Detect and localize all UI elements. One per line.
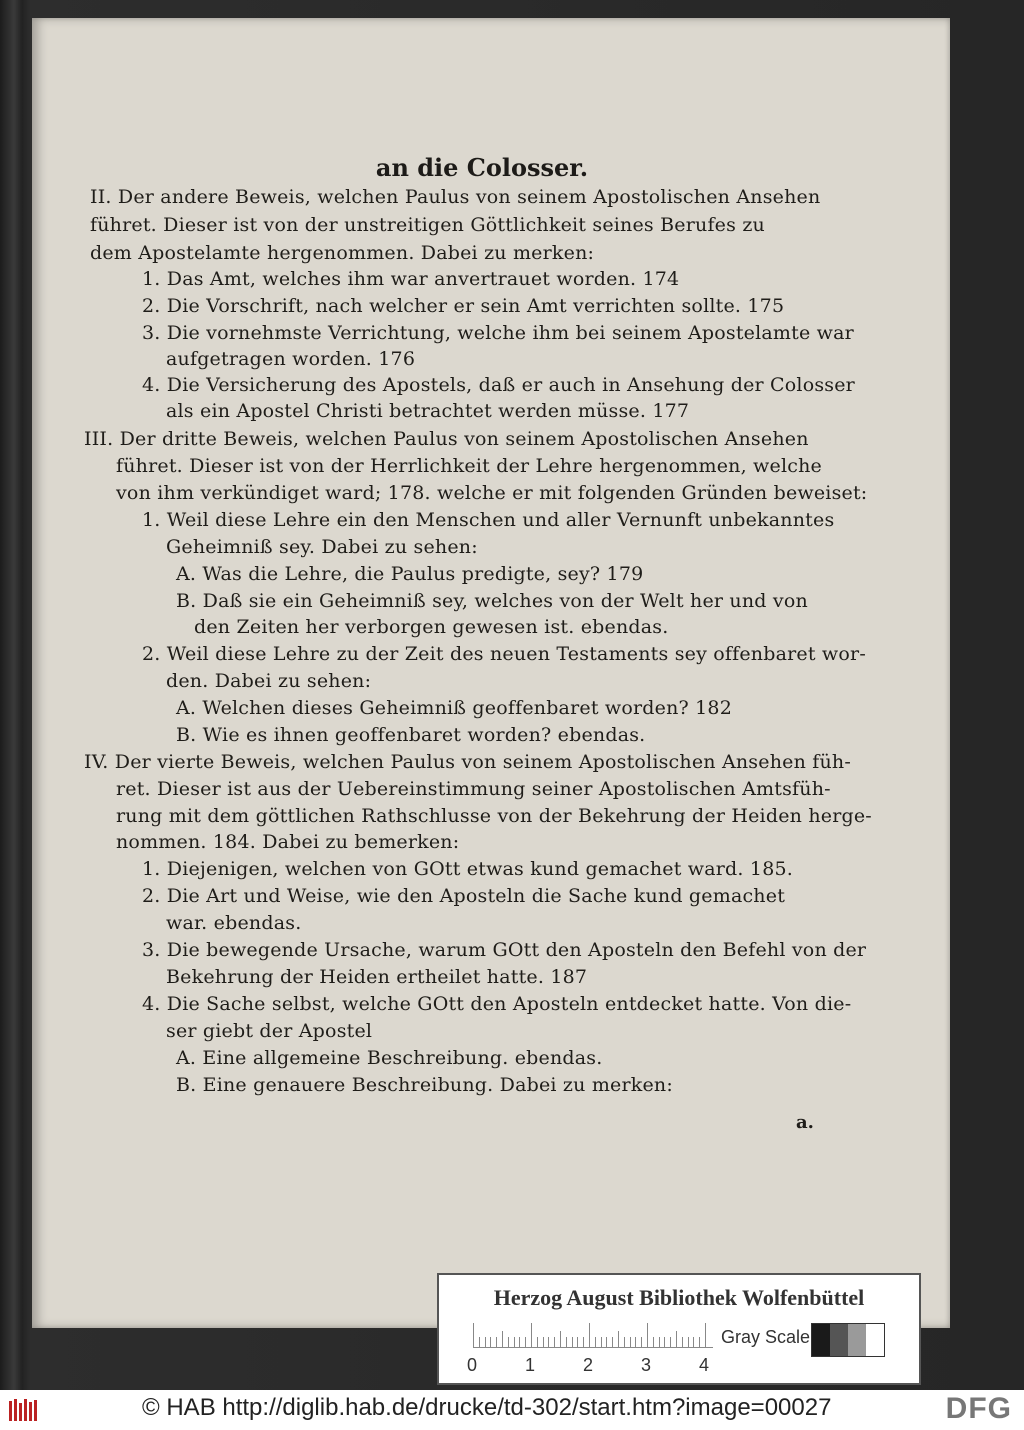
ruler-tick <box>548 1337 549 1347</box>
text-line: nommen. 184. Dabei zu bemerken: <box>116 831 460 853</box>
text-line: II. Der andere Beweis, welchen Paulus von seinem Apostolischen Ansehen <box>90 186 821 208</box>
scale-number: 1 <box>525 1355 536 1375</box>
ruler-tick <box>670 1337 671 1347</box>
ruler-tick <box>560 1331 561 1347</box>
footer-bar <box>0 1390 1024 1430</box>
ruler-tick <box>635 1337 636 1347</box>
text-line: 2. Die Art und Weise, wie den Aposteln die Sache kund gemachet <box>142 885 786 907</box>
library-name: Herzog August Bibliothek Wolfenbüttel <box>493 1285 865 1310</box>
text-line: 2. Weil diese Lehre zu der Zeit des neuen Testaments sey offenbaret wor- <box>142 643 866 665</box>
ruler-tick <box>485 1337 486 1347</box>
ruler-tick <box>508 1337 509 1347</box>
text-line: Geheimniß sey. Dabei zu sehen: <box>166 536 478 558</box>
ruler-tick <box>705 1323 706 1347</box>
catchword: a. <box>796 1112 814 1133</box>
ruler-tick <box>519 1337 520 1347</box>
text-line: 1. Weil diese Lehre ein den Menschen und aller Vernunft unbekanntes <box>142 509 835 531</box>
text-line: 3. Die bewegende Ursache, warum GOtt den Aposteln den Befehl von der <box>142 939 867 961</box>
text-line: rung mit dem göttlichen Rathschlusse von der Bekehrung der Heiden herge- <box>116 805 872 827</box>
running-head: an die Colosser. <box>375 153 589 182</box>
text-line: ret. Dieser ist aus der Uebereinstimmung seiner Apostolischen Amtsfüh- <box>116 778 831 800</box>
scale-number: 4 <box>699 1355 710 1375</box>
ruler-tick <box>543 1337 544 1347</box>
ruler-tick <box>577 1337 578 1347</box>
text-line: den Zeiten her verborgen gewesen ist. ebendas. <box>194 616 669 638</box>
text-line: 2. Die Vorschrift, nach welcher er sein Amt verrichten sollte. 175 <box>142 295 785 317</box>
ruler-tick <box>606 1337 607 1347</box>
book-page <box>32 18 950 1328</box>
ruler-tick <box>630 1337 631 1347</box>
ruler-tick <box>699 1337 700 1347</box>
text-line: von ihm verkündiget ward; 178. welche er mit folgenden Gründen beweiset: <box>116 482 868 504</box>
dfg-logo: DFG <box>945 1392 1012 1425</box>
text-line: III. Der dritte Beweis, welchen Paulus von seinem Apostolischen Ansehen <box>84 428 809 450</box>
gray-swatch <box>866 1324 884 1356</box>
ruler-tick <box>595 1337 596 1347</box>
text-line: Bekehrung der Heiden ertheilet hatte. 187 <box>166 966 588 988</box>
ruler-tick <box>531 1323 532 1347</box>
ruler-tick <box>502 1331 503 1347</box>
text-line: A. Welchen dieses Geheimniß geoffenbaret worden? 182 <box>176 697 733 719</box>
ruler-tick <box>664 1337 665 1347</box>
ruler-tick <box>601 1337 602 1347</box>
ruler-tick <box>688 1337 689 1347</box>
text-line: 1. Diejenigen, welchen von GOtt etwas kund gemachet ward. 185. <box>142 858 794 880</box>
ruler-tick <box>612 1337 613 1347</box>
ruler-tick <box>514 1337 515 1347</box>
text-line: den. Dabei zu sehen: <box>166 670 372 692</box>
ruler-tick <box>537 1337 538 1347</box>
text-line: IV. Der vierte Beweis, welchen Paulus von seinem Apostolischen Ansehen füh- <box>84 751 851 773</box>
color-calibration-bar <box>437 1273 921 1385</box>
text-line: war. ebendas. <box>166 912 302 934</box>
ruler-tick <box>624 1337 625 1347</box>
text-line: 3. Die vornehmste Verrichtung, welche ihm bei seinem Apostelamte war <box>142 322 854 344</box>
gray-swatch <box>830 1324 848 1356</box>
copyright-url[interactable]: © HAB http://diglib.hab.de/drucke/td-302/start.htm?image=00027 <box>142 1394 832 1421</box>
text-line: führet. Dieser ist von der unstreitigen Göttlichkeit seines Berufes zu <box>90 214 765 236</box>
text-line: dem Apostelamte hergenommen. Dabei zu merken: <box>90 242 595 264</box>
ruler-tick <box>496 1337 497 1347</box>
text-line: 1. Das Amt, welches ihm war anvertrauet worden. 174 <box>142 268 680 290</box>
text-line: B. Eine genauere Beschreibung. Dabei zu merken: <box>176 1074 673 1096</box>
ruler-tick <box>554 1337 555 1347</box>
ruler-tick <box>653 1337 654 1347</box>
text-line: ser giebt der Apostel <box>166 1020 373 1042</box>
scale-number: 3 <box>641 1355 652 1375</box>
gray-swatch <box>812 1324 830 1356</box>
ruler-tick <box>525 1337 526 1347</box>
text-line: aufgetragen worden. 176 <box>166 348 416 370</box>
scale-number: 2 <box>583 1355 594 1375</box>
hab-logo-icon <box>8 1397 42 1423</box>
text-line: führet. Dieser ist von der Herrlichkeit der Lehre hergenommen, welche <box>116 455 822 477</box>
ruler-tick <box>676 1331 677 1347</box>
ruler-tick <box>682 1337 683 1347</box>
ruler-tick <box>618 1331 619 1347</box>
ruler-tick <box>693 1337 694 1347</box>
text-line: 4. Die Sache selbst, welche GOtt den Aposteln entdecket hatte. Von die- <box>142 993 852 1015</box>
ruler-tick <box>490 1337 491 1347</box>
scale-number: 0 <box>467 1355 478 1375</box>
ruler-scale <box>473 1323 713 1348</box>
ruler-tick <box>566 1337 567 1347</box>
text-line: B. Wie es ihnen geoffenbaret worden? ebendas. <box>176 724 646 746</box>
text-line: A. Was die Lehre, die Paulus predigte, sey? 179 <box>176 563 644 585</box>
gray-swatch <box>848 1324 866 1356</box>
ruler-tick <box>659 1337 660 1347</box>
ruler-tick <box>589 1323 590 1347</box>
ruler-tick <box>473 1323 474 1347</box>
text-line: 4. Die Versicherung des Apostels, daß er auch in Ansehung der Colosser <box>142 374 855 396</box>
ruler-tick <box>572 1337 573 1347</box>
ruler-tick <box>583 1337 584 1347</box>
text-line: als ein Apostel Christi betrachtet werden müsse. 177 <box>166 400 690 422</box>
ruler-tick <box>479 1337 480 1347</box>
gray-scale-swatches <box>811 1323 885 1357</box>
text-line: A. Eine allgemeine Beschreibung. ebendas. <box>176 1047 603 1069</box>
text-line: B. Daß sie ein Geheimniß sey, welches von der Welt her und von <box>176 590 808 612</box>
gray-scale-label: Gray Scale <box>721 1327 811 1347</box>
ruler-tick <box>647 1323 648 1347</box>
ruler-tick <box>641 1337 642 1347</box>
